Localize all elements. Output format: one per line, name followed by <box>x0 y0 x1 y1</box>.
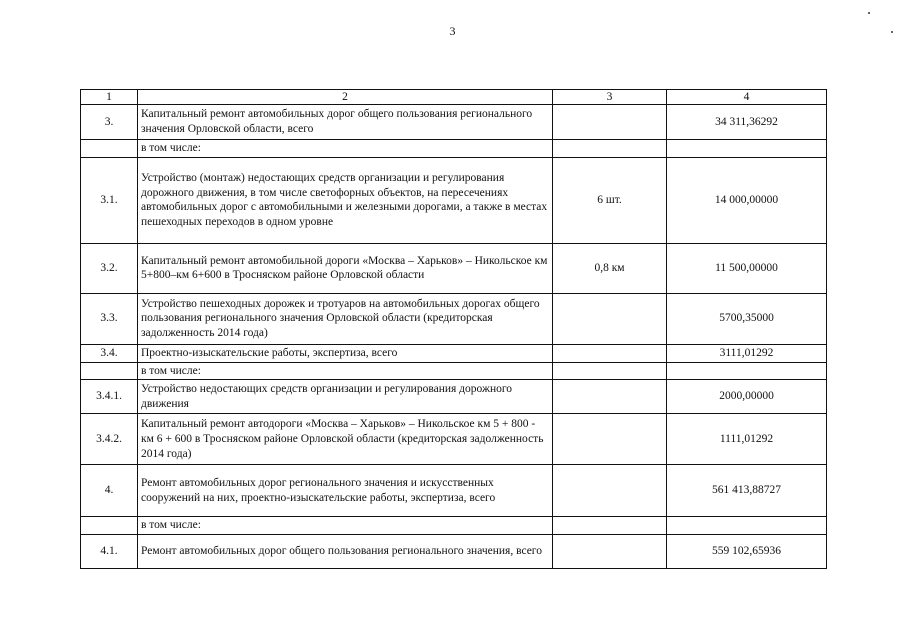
column-header: 3 <box>553 90 667 105</box>
row-number: 4.1. <box>81 535 138 569</box>
table-row <box>81 293 827 344</box>
row-number: 3.2. <box>81 243 138 293</box>
row-quantity <box>553 517 667 535</box>
table-row <box>81 344 827 362</box>
row-amount: 11 500,00000 <box>667 243 827 293</box>
row-amount: 14 000,00000 <box>667 157 827 243</box>
row-number <box>81 140 138 158</box>
row-number: 3.4.1. <box>81 380 138 414</box>
table-row <box>81 517 827 535</box>
row-quantity <box>553 344 667 362</box>
scan-speck-mark <box>891 31 893 33</box>
row-description: Капитальный ремонт автодороги «Москва – Харьков» – Никольское км 5 + 800 - км 6 + 600 в Тросняском районе Орловской области (кредиторская задолженность 2014 года) <box>138 414 553 465</box>
budget-table <box>80 89 827 569</box>
row-description: Устройство недостающих средств организации и регулирования дорожного движения <box>138 380 553 414</box>
column-header: 2 <box>138 90 553 105</box>
row-quantity <box>553 465 667 517</box>
row-description: в том числе: <box>138 140 553 158</box>
row-description: Устройство пешеходных дорожек и тротуаров на автомобильных дорогах общего пользования регионального значения Орловской области (кредиторская задолженность 2014 года) <box>138 293 553 344</box>
row-description: Капитальный ремонт автомобильных дорог общего пользования регионального значения Орловской области, всего <box>138 105 553 140</box>
table-row <box>81 465 827 517</box>
row-amount: 3111,01292 <box>667 344 827 362</box>
row-quantity <box>553 105 667 140</box>
row-description: Ремонт автомобильных дорог общего пользования регионального значения, всего <box>138 535 553 569</box>
column-header: 1 <box>81 90 138 105</box>
table-row <box>81 535 827 569</box>
row-quantity: 6 шт. <box>553 157 667 243</box>
row-amount <box>667 140 827 158</box>
table-row <box>81 157 827 243</box>
row-amount: 561 413,88727 <box>667 465 827 517</box>
table-row <box>81 243 827 293</box>
row-description: Проектно-изыскательские работы, экспертиза, всего <box>138 344 553 362</box>
table-row <box>81 414 827 465</box>
table-row <box>81 140 827 158</box>
row-description: в том числе: <box>138 517 553 535</box>
row-number: 3. <box>81 105 138 140</box>
row-quantity <box>553 535 667 569</box>
page-number: 3 <box>449 24 456 38</box>
table-row <box>81 362 827 380</box>
table-header-row <box>81 90 827 105</box>
row-number: 3.4. <box>81 344 138 362</box>
row-description: Ремонт автомобильных дорог регионального значения и искусственных сооружений на них, проектно-изыскательские работы, экспертиза, всего <box>138 465 553 517</box>
row-amount <box>667 517 827 535</box>
row-amount <box>667 362 827 380</box>
table-row <box>81 380 827 414</box>
row-number <box>81 517 138 535</box>
row-number: 3.1. <box>81 157 138 243</box>
column-header: 4 <box>667 90 827 105</box>
row-number: 4. <box>81 465 138 517</box>
row-quantity <box>553 414 667 465</box>
row-quantity <box>553 140 667 158</box>
row-amount: 2000,00000 <box>667 380 827 414</box>
row-quantity <box>553 380 667 414</box>
row-amount: 1111,01292 <box>667 414 827 465</box>
row-amount: 5700,35000 <box>667 293 827 344</box>
scan-speck-mark <box>868 12 870 14</box>
row-quantity <box>553 362 667 380</box>
row-amount: 559 102,65936 <box>667 535 827 569</box>
row-number: 3.4.2. <box>81 414 138 465</box>
row-quantity: 0,8 км <box>553 243 667 293</box>
row-description: Устройство (монтаж) недостающих средств организации и регулирования дорожного движения, в том числе светофорных объектов, на пересечениях автомобильных дорог с автомобильными и железными дорогами, а также в местах пешеходных переходов в одном уровне <box>138 157 553 243</box>
table-row <box>81 105 827 140</box>
row-number <box>81 362 138 380</box>
row-description: в том числе: <box>138 362 553 380</box>
row-description: Капитальный ремонт автомобильной дороги «Москва – Харьков» – Никольское км 5+800–км 6+600 в Тросняском районе Орловской области <box>138 243 553 293</box>
row-amount: 34 311,36292 <box>667 105 827 140</box>
row-quantity <box>553 293 667 344</box>
row-number: 3.3. <box>81 293 138 344</box>
